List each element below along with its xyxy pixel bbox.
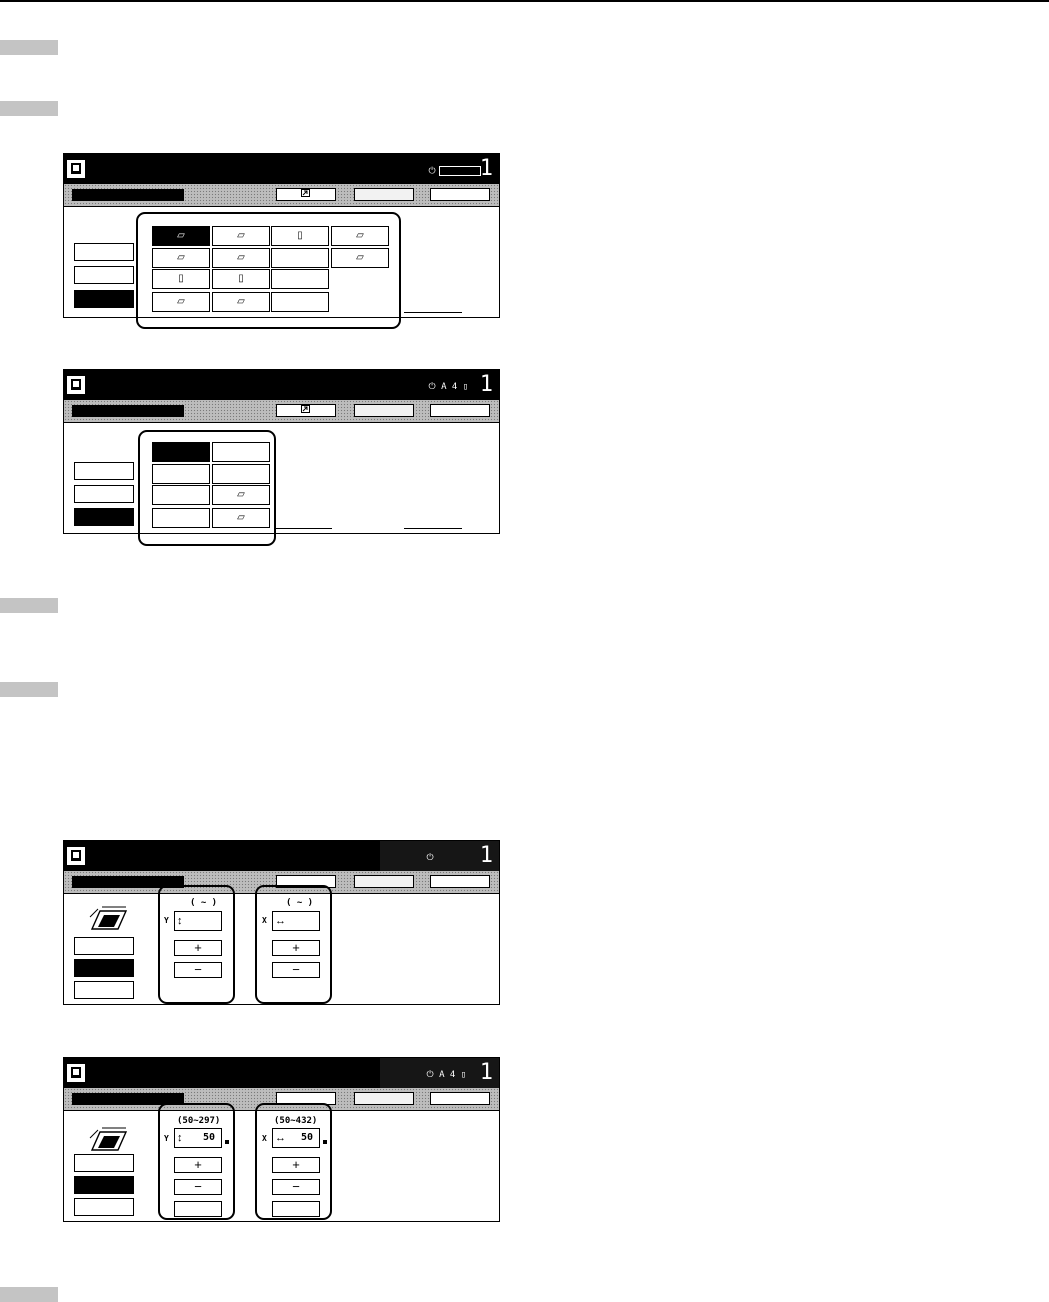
back-button[interactable] [354,1092,414,1105]
touch-panel-other-sizes [63,369,500,534]
side-option-2[interactable] [74,485,134,503]
size-cell-13[interactable]: ⏥ [212,292,270,312]
portrait-page-icon: ▯ [460,1070,467,1080]
side-option-1[interactable] [74,937,134,955]
highlight-ring-y-group [158,885,235,1004]
side-option-size-entry-selected[interactable] [74,1176,134,1194]
copy-count: 1 [479,1060,493,1085]
y-plus-button[interactable]: + [174,1157,222,1173]
size-cell-6[interactable]: ⏥ [212,248,270,268]
panel-header-bar [64,370,499,400]
shortcut-button[interactable] [276,188,336,201]
paper-size-label: A 4 [441,382,458,392]
size-cell-1-selected[interactable]: ⏥ [152,226,210,246]
size-cell-8[interactable]: ⏥ [212,508,270,528]
paper-size-blank [439,166,481,176]
x-plus-button[interactable]: + [272,1157,320,1173]
highlight-ring-size-grid [138,430,276,546]
size-cell-12[interactable]: ⏥ [152,292,210,312]
divider-line [276,528,332,529]
x-range-label: (50~432) [274,1116,318,1126]
vertical-arrow-icon: ↕ [177,1132,183,1144]
panel-header-bar [64,1058,499,1088]
shortcut-arrow-icon [301,405,311,414]
x-minus-button[interactable]: − [272,962,320,978]
function-title-blank [72,189,184,201]
original-size-icon [86,905,132,931]
close-button[interactable] [430,404,490,417]
vertical-arrow-icon: ↕ [177,915,183,927]
document-icon [67,376,85,394]
x-range-label: ( ~ ) [286,898,314,908]
paper-tray-icon: ⏻ [426,853,434,863]
step-marker-3 [0,598,58,613]
original-size-icon [86,1126,132,1152]
size-cell-8[interactable]: ⏥ [331,248,389,268]
side-option-2[interactable] [74,266,134,284]
side-option-standard-selected[interactable] [74,290,134,308]
close-button[interactable] [430,875,490,888]
y-minus-button[interactable]: − [174,962,222,978]
panel-header-bar [64,841,499,871]
highlight-ring-size-grid [136,212,401,329]
x-plus-button[interactable]: + [272,940,320,956]
document-icon [67,847,85,865]
back-button[interactable] [354,188,414,201]
back-button[interactable] [354,404,414,417]
shortcut-button[interactable] [276,404,336,417]
paper-tray-icon: ⏻ [426,1070,434,1080]
step-marker-4 [0,682,58,697]
shortcut-arrow-icon [301,189,311,198]
side-option-3[interactable] [74,981,134,999]
document-icon [67,160,85,178]
panel-header-bar [64,154,499,184]
document-icon [67,1064,85,1082]
y-minus-button[interactable]: − [174,1179,222,1195]
step-marker-5 [0,1287,58,1302]
y-axis-label: Y [164,916,169,925]
close-button[interactable] [430,1092,490,1105]
function-title-blank [72,405,184,417]
side-option-1[interactable] [74,1154,134,1172]
x-axis-label: X [262,1134,267,1143]
size-cell-9[interactable]: ▯ [152,269,210,289]
y-axis-label: Y [164,1134,169,1143]
paper-size-label: A 4 [439,1070,456,1080]
portrait-page-icon: ▯ [462,382,469,392]
paper-tray-icon: ⏻ [428,382,436,392]
step-marker-2 [0,101,58,116]
x-axis-label: X [262,916,267,925]
divider-line [404,528,462,529]
highlight-ring-y-group [158,1103,235,1220]
side-option-1[interactable] [74,462,134,480]
copy-count: 1 [479,156,493,181]
horizontal-arrow-icon: ↔ [275,915,286,927]
y-range-label: ( ~ ) [190,898,218,908]
x-size-value: 50 [300,1132,313,1143]
size-cell-10[interactable]: ▯ [212,269,270,289]
copy-count: 1 [479,843,493,868]
y-size-value: 50 [202,1132,215,1143]
copy-count: 1 [479,372,493,397]
back-button[interactable] [354,875,414,888]
y-plus-button[interactable]: + [174,940,222,956]
page-top-rule [0,0,1049,2]
close-button[interactable] [430,188,490,201]
side-option-3[interactable] [74,1198,134,1216]
y-range-label: (50~297) [177,1116,221,1126]
paper-tray-icon: ⏻ [428,166,436,177]
divider-line [404,312,462,313]
tab-bar [64,184,499,207]
tab-bar [64,400,499,423]
size-cell-2[interactable]: ⏥ [212,226,270,246]
highlight-ring-x-group [255,885,332,1004]
side-option-other-selected[interactable] [74,508,134,526]
size-cell-6[interactable]: ⏥ [212,485,270,505]
size-cell-4[interactable]: ⏥ [331,226,389,246]
size-cell-5[interactable]: ⏥ [152,248,210,268]
horizontal-arrow-icon: ↔ [275,1132,286,1144]
x-minus-button[interactable]: − [272,1179,320,1195]
highlight-ring-x-group [255,1103,332,1220]
side-option-size-entry-selected[interactable] [74,959,134,977]
size-cell-3[interactable]: ▯ [271,226,329,246]
side-option-1[interactable] [74,243,134,261]
step-marker-1 [0,40,58,55]
